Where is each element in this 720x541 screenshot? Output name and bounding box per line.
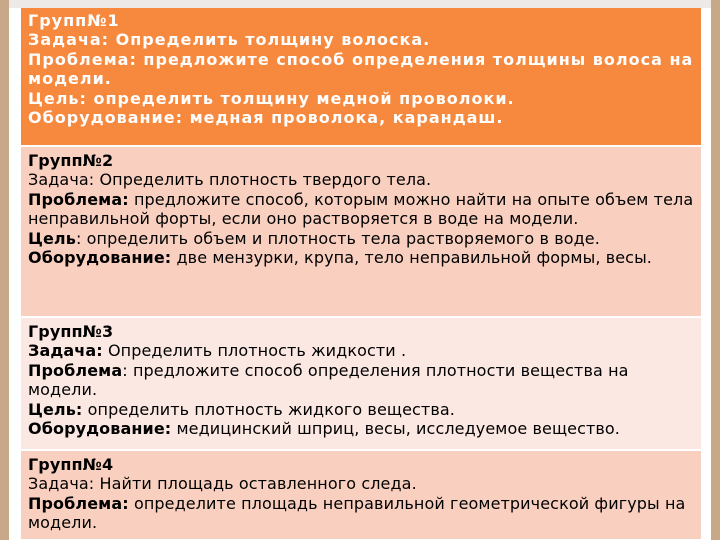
group-3-row: [21, 318, 701, 451]
group-1-equipment: [28, 108, 694, 127]
group-1-equipment-text: медная проволока, карандаш.: [183, 108, 504, 128]
group-2-problem-label: Проблема:: [28, 189, 129, 209]
group-2-equipment-label: Оборудование:: [28, 248, 172, 268]
group-2-row: [21, 147, 701, 318]
group-3-problem-text: : предложите способ определения плотности вещества на модели.: [28, 360, 629, 400]
group-4-task: [28, 474, 694, 493]
group-1-goal-text: определить толщину медной проволоки.: [86, 88, 515, 108]
group-3-equipment-label: Оборудование:: [28, 419, 172, 439]
group-2-task: [28, 170, 694, 189]
group-3-goal-label: Цель:: [28, 399, 83, 419]
group-4-task-label: Задача:: [28, 474, 95, 494]
right-border-decoration: [711, 0, 720, 540]
group-1-goal: [28, 89, 694, 108]
top-strip-decoration: [9, 0, 711, 8]
group-1-task-text: Определить толщину волоска.: [109, 30, 431, 50]
group-2-task-text: Определить плотность твердого тела.: [94, 170, 432, 190]
group-3-problem-label: Проблема: [28, 360, 123, 380]
group-2-goal: [28, 229, 694, 248]
group-4-problem: [28, 494, 694, 533]
group-2-goal-text: : определить объем и плотность тела растворяемого в воде.: [75, 228, 600, 248]
group-1-row: [21, 8, 701, 147]
group-1-task: [28, 30, 694, 49]
group-4-task-text: Найти площадь оставленного следа.: [94, 474, 417, 494]
group-1-equipment-label: Оборудование:: [28, 108, 183, 128]
group-3-goal-text: определить плотность жидкого вещества.: [82, 399, 455, 419]
group-1-goal-label: Цель:: [28, 88, 87, 108]
group-4-problem-text: определите площадь неправильной геометрической фигуры на модели.: [28, 493, 686, 533]
group-2-problem: [28, 190, 694, 229]
group-2-task-label: Задача:: [28, 170, 95, 190]
group-2-equipment-text: две мензурки, крупа, тело неправильной формы, весы.: [171, 248, 652, 268]
group-3-equipment-text: медицинский шприц, весы, исследуемое вещество.: [171, 419, 620, 439]
group-4-problem-label: Проблема:: [28, 493, 129, 513]
group-1-task-label: Задача:: [28, 30, 110, 50]
group-1-problem-text: предложите способ определения толщины волоса на модели.: [28, 49, 694, 89]
group-2-title: Групп№2: [28, 151, 114, 170]
group-3-goal: [28, 400, 694, 419]
group-3-task: [28, 341, 694, 360]
group-2-goal-label: Цель: [28, 228, 76, 248]
group-1-problem-label: Проблема:: [28, 49, 137, 69]
group-3-task-label: Задача:: [28, 341, 103, 361]
group-4-row: [21, 451, 701, 541]
groups-table: [21, 8, 701, 541]
group-3-equipment: [28, 419, 694, 438]
group-2-problem-text: предложите способ, которым можно найти на опыте объем тела неправильной форты, если оно растворяется в воде на модели.: [28, 189, 694, 229]
group-4-title: Групп№4: [28, 455, 114, 474]
group-1-problem: [28, 50, 694, 89]
group-3-problem: [28, 361, 694, 400]
group-3-task-text: Определить плотность жидкости .: [102, 341, 407, 361]
group-1-title: Групп№1: [28, 11, 120, 30]
group-3-title: Групп№3: [28, 322, 114, 341]
left-border-decoration: [0, 0, 9, 540]
group-2-equipment: [28, 248, 694, 267]
